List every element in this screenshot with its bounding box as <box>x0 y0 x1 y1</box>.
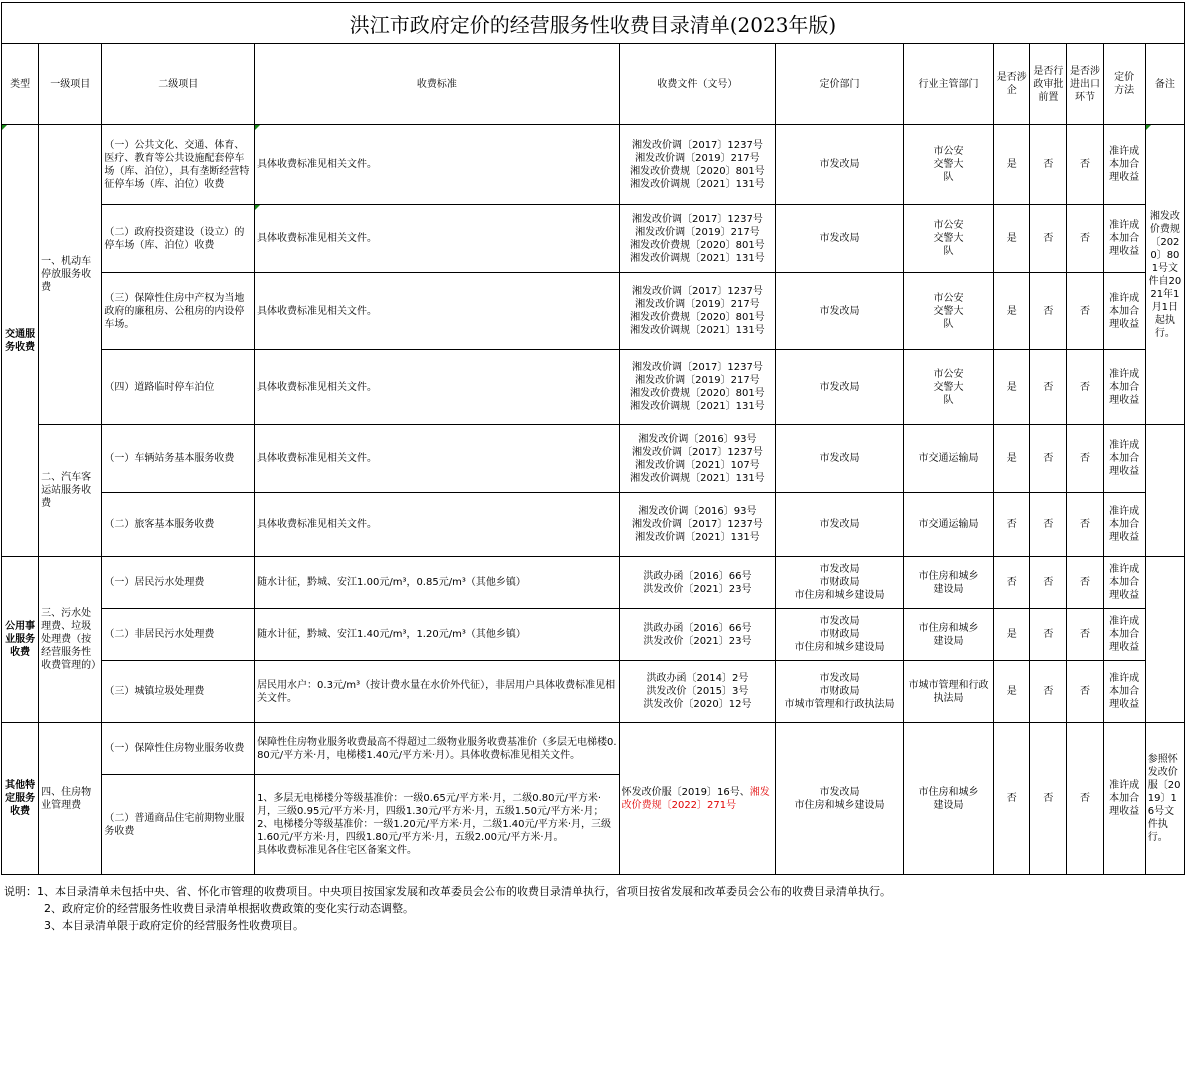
approval-cell: 否 <box>1030 425 1067 493</box>
level2-cell: （二）普通商品住宅前期物业服务收费 <box>102 775 255 875</box>
header-enterprise: 是否涉企 <box>994 44 1030 125</box>
standard-cell: 随水计征，黔城、安江1.00元/m³，0.85元/m³（其他乡镇） <box>255 557 620 609</box>
approval-cell: 否 <box>1030 661 1067 723</box>
group-public: 公用事业服务收费 <box>2 557 39 723</box>
method-cell: 准许成本加合理收益 <box>1103 557 1145 609</box>
table-row <box>2 493 1185 557</box>
table-row <box>2 609 1185 661</box>
method-cell: 准许成本加合理收益 <box>1103 493 1145 557</box>
dept-cell: 市发改局 <box>776 425 904 493</box>
level1-property: 四、住房物业管理费 <box>39 723 102 875</box>
approval-cell: 否 <box>1030 350 1067 425</box>
dept-cell: 市发改局 <box>776 205 904 273</box>
doc-cell: 洪政办函〔2014〕2号 洪发改价〔2015〕3号 洪发改价〔2020〕12号 <box>619 661 776 723</box>
import-export-cell: 否 <box>1067 661 1103 723</box>
header-remark: 备注 <box>1145 44 1184 125</box>
doc-cell: 湘发改价调〔2016〕93号 湘发改价调〔2017〕1237号 湘发改价调〔2021〕131号 <box>619 493 776 557</box>
approval-cell: 否 <box>1030 273 1067 350</box>
industry-cell: 市交通运输局 <box>903 493 993 557</box>
method-cell: 准许成本加合理收益 <box>1103 661 1145 723</box>
industry-cell: 市交通运输局 <box>903 425 993 493</box>
header-doc: 收费文件（文号） <box>619 44 776 125</box>
industry-cell: 市住房和城乡建设局 <box>903 557 993 609</box>
standard-cell: 具体收费标准见相关文件。 <box>255 205 620 273</box>
level2-cell: （四）道路临时停车泊位 <box>102 350 255 425</box>
dept-cell: 市发改局 市财政局 市住房和城乡建设局 <box>776 557 904 609</box>
approval-cell: 否 <box>1030 609 1067 661</box>
standard-cell: 具体收费标准见相关文件。 <box>255 125 620 205</box>
method-cell: 准许成本加合理收益 <box>1103 425 1145 493</box>
dept-cell: 市发改局 市财政局 市城市管理和行政执法局 <box>776 661 904 723</box>
table-row <box>2 125 1185 205</box>
level2-cell: （三）城镇垃圾处理费 <box>102 661 255 723</box>
header-level2: 二级项目 <box>102 44 255 125</box>
industry-cell: 市公安交警大队 <box>903 205 993 273</box>
group-special: 其他特定服务收费 <box>2 723 39 875</box>
dept-cell: 市发改局 <box>776 350 904 425</box>
standard-cell: 保障性住房物业服务收费最高不得超过二级物业服务收费基准价（多层无电梯楼0.80元/平方米·月，电梯楼1.40元/平方米·月）。具体收费标准见相关文件。 <box>255 723 620 775</box>
doc-cell: 洪政办函〔2016〕66号 洪发改价〔2021〕23号 <box>619 557 776 609</box>
level2-cell: （二）非居民污水处理费 <box>102 609 255 661</box>
import-export-cell: 否 <box>1067 609 1103 661</box>
approval-cell-property: 否 <box>1030 723 1067 875</box>
industry-cell: 市城市管理和行政执法局 <box>903 661 993 723</box>
remark-empty <box>1145 557 1184 723</box>
import-export-cell: 否 <box>1067 493 1103 557</box>
dept-cell: 市发改局 <box>776 273 904 350</box>
doc-cell: 湘发改价调〔2017〕1237号 湘发改价调〔2019〕217号 湘发改价费规〔2020〕801号 湘发改价调规〔2021〕131号 <box>619 205 776 273</box>
standard-cell: 具体收费标准见相关文件。 <box>255 493 620 557</box>
level2-cell: （一）车辆站务基本服务收费 <box>102 425 255 493</box>
enterprise-cell: 是 <box>994 350 1030 425</box>
group-traffic: 交通服务收费 <box>2 125 39 557</box>
dept-cell: 市发改局 <box>776 493 904 557</box>
enterprise-cell: 否 <box>994 493 1030 557</box>
table-row <box>2 350 1185 425</box>
doc-cell: 湘发改价调〔2017〕1237号 湘发改价调〔2019〕217号 湘发改价费规〔2020〕801号 湘发改价调规〔2021〕131号 <box>619 125 776 205</box>
table-row <box>2 661 1185 723</box>
standard-cell: 1、多层无电梯楼分等级基准价：一级0.65元/平方米·月，二级0.80元/平方米·月，三级0.95元/平方米·月，四级1.30元/平方米·月，五级1.50元/平方米·月； 2、电梯楼分等级基准价：一级1.20元/平方米·月，二级1.40元/平方米·月，三级1.60元/平方米·月，四级1.80元/平方米·月，五级2.00元/平方米·月。 具体收费标准见各住宅区备案文件。 <box>255 775 620 875</box>
level1-sewage: 三、污水处理费、垃圾处理费（按经营服务性收费管理的） <box>39 557 102 723</box>
table-row <box>2 723 1185 775</box>
enterprise-cell: 是 <box>994 425 1030 493</box>
level2-cell: （一）公共文化、交通、体育、医疗、教育等公共设施配套停车场（库、泊位），具有垄断经营特征停车场（库、泊位）收费 <box>102 125 255 205</box>
approval-cell: 否 <box>1030 205 1067 273</box>
import-export-cell: 否 <box>1067 425 1103 493</box>
enterprise-cell: 是 <box>994 609 1030 661</box>
approval-cell: 否 <box>1030 557 1067 609</box>
standard-cell: 居民用水户：0.3元/m³（按计费水量在水价外代征），非居用户具体收费标准见相关文件。 <box>255 661 620 723</box>
level2-cell: （一）居民污水处理费 <box>102 557 255 609</box>
method-cell: 准许成本加合理收益 <box>1103 205 1145 273</box>
level2-cell: （三）保障性住房中产权为当地政府的廉租房、公租房的内设停车场。 <box>102 273 255 350</box>
header-industry: 行业主管部门 <box>903 44 993 125</box>
enterprise-cell-property: 否 <box>994 723 1030 875</box>
remark-empty <box>1145 425 1184 557</box>
standard-cell: 随水计征，黔城、安江1.40元/m³，1.20元/m³（其他乡镇） <box>255 609 620 661</box>
approval-cell: 否 <box>1030 125 1067 205</box>
import-export-cell: 否 <box>1067 350 1103 425</box>
dept-cell: 市发改局 市财政局 市住房和城乡建设局 <box>776 609 904 661</box>
standard-cell: 具体收费标准见相关文件。 <box>255 350 620 425</box>
table-row <box>2 273 1185 350</box>
header-level1: 一级项目 <box>39 44 102 125</box>
method-cell-property: 准许成本加合理收益 <box>1103 723 1145 875</box>
import-export-cell: 否 <box>1067 205 1103 273</box>
import-export-cell-property: 否 <box>1067 723 1103 875</box>
import-export-cell: 否 <box>1067 273 1103 350</box>
import-export-cell: 否 <box>1067 125 1103 205</box>
header-standard: 收费标准 <box>255 44 620 125</box>
table-row <box>2 425 1185 493</box>
enterprise-cell: 是 <box>994 661 1030 723</box>
enterprise-cell: 是 <box>994 273 1030 350</box>
industry-cell: 市公安交警大队 <box>903 125 993 205</box>
fee-table <box>1 43 1185 875</box>
doc-cell: 洪政办函〔2016〕66号 洪发改价〔2021〕23号 <box>619 609 776 661</box>
header-method: 定价方法 <box>1103 44 1145 125</box>
industry-cell: 市公安交警大队 <box>903 350 993 425</box>
note-line: 说明：1、本目录清单未包括中央、省、怀化市管理的收费项目。中央项目按国家发展和改革委员会公布的收费目录清单执行，省项目按省发展和改革委员会公布的收费目录清单执行。 <box>4 885 891 898</box>
import-export-cell: 否 <box>1067 557 1103 609</box>
approval-cell: 否 <box>1030 493 1067 557</box>
table-row <box>2 557 1185 609</box>
level1-bus-station: 二、汽车客运站服务收费 <box>39 425 102 557</box>
dept-cell: 市发改局 <box>776 125 904 205</box>
industry-cell: 市公安交警大队 <box>903 273 993 350</box>
doc-cell-property: 怀发改价服〔2019〕16号、湘发改价费规〔2022〕271号 <box>619 723 776 875</box>
doc-cell: 湘发改价调〔2016〕93号 湘发改价调〔2017〕1237号 湘发改价调〔2021〕107号 湘发改价调规〔2021〕131号 <box>619 425 776 493</box>
remark-parking: 湘发改价费规〔2020〕801号文件自2021年1月1日起执行。 <box>1145 125 1184 425</box>
industry-cell-property: 市住房和城乡建设局 <box>903 723 993 875</box>
header-dept: 定价部门 <box>776 44 904 125</box>
standard-cell: 具体收费标准见相关文件。 <box>255 425 620 493</box>
note-line: 3、本目录清单限于政府定价的经营服务性收费项目。 <box>44 919 304 932</box>
page-title: 洪江市政府定价的经营服务性收费目录清单(2023年版) <box>1 2 1185 44</box>
notes <box>4 883 1184 934</box>
method-cell: 准许成本加合理收益 <box>1103 273 1145 350</box>
enterprise-cell: 是 <box>994 205 1030 273</box>
industry-cell: 市住房和城乡建设局 <box>903 609 993 661</box>
note-line: 2、政府定价的经营服务性收费目录清单根据收费政策的变化实行动态调整。 <box>44 902 414 915</box>
level2-cell: （二）旅客基本服务收费 <box>102 493 255 557</box>
level2-cell: （一）保障性住房物业服务收费 <box>102 723 255 775</box>
doc-cell: 湘发改价调〔2017〕1237号 湘发改价调〔2019〕217号 湘发改价费规〔2020〕801号 湘发改价调规〔2021〕131号 <box>619 350 776 425</box>
enterprise-cell: 是 <box>994 125 1030 205</box>
dept-cell-property: 市发改局 市住房和城乡建设局 <box>776 723 904 875</box>
standard-cell: 具体收费标准见相关文件。 <box>255 273 620 350</box>
remark-property: 参照怀发改价服〔2019〕16号文件执行。 <box>1145 723 1184 875</box>
header-import-export: 是否涉进出口环节 <box>1067 44 1103 125</box>
header-row <box>2 44 1185 125</box>
level2-cell: （二）政府投资建设（设立）的停车场（库、泊位）收费 <box>102 205 255 273</box>
method-cell: 准许成本加合理收益 <box>1103 125 1145 205</box>
level1-parking: 一、机动车停放服务收费 <box>39 125 102 425</box>
method-cell: 准许成本加合理收益 <box>1103 609 1145 661</box>
header-approval: 是否行政审批前置 <box>1030 44 1067 125</box>
doc-cell: 湘发改价调〔2017〕1237号 湘发改价调〔2019〕217号 湘发改价费规〔2020〕801号 湘发改价调规〔2021〕131号 <box>619 273 776 350</box>
table-row <box>2 205 1185 273</box>
enterprise-cell: 否 <box>994 557 1030 609</box>
method-cell: 准许成本加合理收益 <box>1103 350 1145 425</box>
header-type: 类型 <box>2 44 39 125</box>
